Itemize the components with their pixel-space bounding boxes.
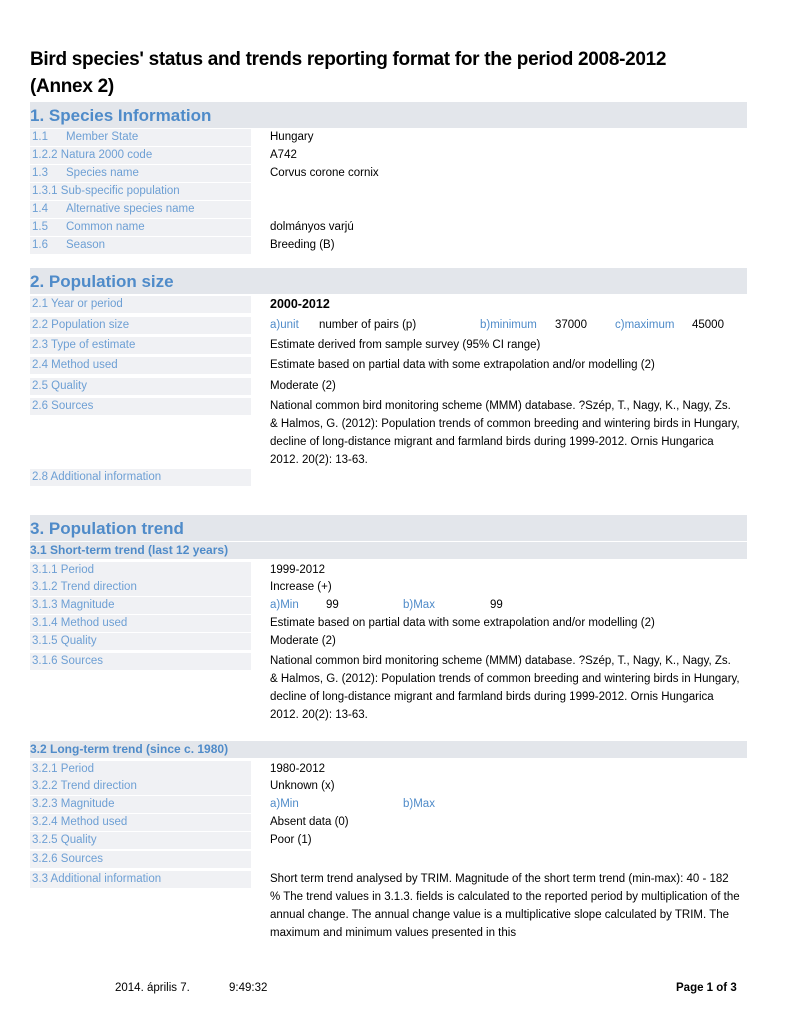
value-year-or-period: 2000-2012 bbox=[270, 297, 330, 311]
maximum-label: c)maximum bbox=[615, 319, 675, 331]
value-short-period: 1999-2012 bbox=[270, 564, 325, 576]
title-line-2: (Annex 2) bbox=[30, 76, 114, 97]
value-population-size bbox=[270, 316, 745, 334]
short-max-value: 99 bbox=[490, 599, 503, 611]
value-natura-code: A742 bbox=[270, 149, 297, 161]
long-min-label: a)Min bbox=[270, 798, 299, 810]
value-short-magnitude bbox=[270, 596, 745, 614]
value-type-of-estimate: Estimate derived from sample survey (95% CI range) bbox=[270, 339, 541, 351]
label-common-name: 1.5 Common name bbox=[30, 219, 251, 236]
section-population-size: 2. Population size bbox=[30, 268, 747, 294]
label-method-used: 2.4 Method used bbox=[30, 357, 251, 374]
label-long-magnitude: 3.2.3 Magnitude bbox=[30, 796, 251, 813]
label-alternative-species-name: 1.4 Alternative species name bbox=[30, 201, 251, 218]
footer-page-number: Page 1 of 3 bbox=[676, 982, 737, 994]
title-line-1: Bird species' status and trends reporting format for the period 2008-2012 bbox=[30, 49, 667, 70]
unit-value: number of pairs (p) bbox=[319, 319, 417, 331]
label-long-method-used: 3.2.4 Method used bbox=[30, 814, 251, 831]
label-short-magnitude: 3.1.3 Magnitude bbox=[30, 597, 251, 614]
section-species-information: 1. Species Information bbox=[30, 102, 747, 128]
value-long-trend-direction: Unknown (x) bbox=[270, 780, 335, 792]
footer-date: 2014. április 7. bbox=[115, 982, 190, 994]
label-short-period: 3.1.1 Period bbox=[30, 562, 251, 579]
label-sub-specific-population: 1.3.1 Sub-specific population bbox=[30, 183, 251, 200]
footer-time: 9:49:32 bbox=[229, 982, 268, 994]
minimum-label: b)minimum bbox=[480, 319, 537, 331]
value-short-sources: National common bird monitoring scheme (MMM) database. ?Szép, T., Nagy, K., Nagy, Zs. & Halmos, G. (2012): Population trends of common breeding and wintering birds in Hungary, decline of long-distance migrant and farmland birds during 1999-2012. Ornis Hungarica 2012. 20(2): 13-63. bbox=[270, 655, 740, 721]
unit-label: a)unit bbox=[270, 319, 299, 331]
page-title bbox=[30, 46, 760, 100]
value-common-name: dolmányos varjú bbox=[270, 221, 354, 233]
value-short-trend-direction: Increase (+) bbox=[270, 581, 332, 593]
minimum-value: 37000 bbox=[555, 319, 587, 331]
short-max-label: b)Max bbox=[403, 599, 435, 611]
value-season: Breeding (B) bbox=[270, 239, 335, 251]
label-short-sources: 3.1.6 Sources bbox=[30, 653, 251, 670]
label-long-sources: 3.2.6 Sources bbox=[30, 851, 251, 868]
label-type-of-estimate: 2.3 Type of estimate bbox=[30, 337, 251, 354]
value-quality: Moderate (2) bbox=[270, 380, 336, 392]
maximum-value: 45000 bbox=[692, 319, 724, 331]
value-long-period: 1980-2012 bbox=[270, 763, 325, 775]
value-trend-additional-information: Short term trend analysed by TRIM. Magnitude of the short term trend (min-max): 40 - 182 % The trend values in 3.1.3. fields is calculated to the reported period by multiplication of the annual change. The annual change value is a multiplicative slope calculated by TRIM. The maximum and minimum values presented in this bbox=[270, 873, 740, 939]
value-sources: National common bird monitoring scheme (MMM) database. ?Szép, T., Nagy, K., Nagy, Zs. & Halmos, G. (2012): Population trends of common breeding and wintering birds in Hungary, decline of long-distance migrant and farmland birds during 1999-2012. Ornis Hungarica 2012. 20(2): 13-63. bbox=[270, 400, 740, 466]
label-additional-information: 2.8 Additional information bbox=[30, 469, 251, 486]
label-year-or-period: 2.1 Year or period bbox=[30, 296, 251, 313]
label-sources: 2.6 Sources bbox=[30, 398, 251, 415]
short-min-value: 99 bbox=[326, 599, 339, 611]
label-long-trend-direction: 3.2.2 Trend direction bbox=[30, 778, 251, 795]
label-species-name: 1.3 Species name bbox=[30, 165, 251, 182]
label-natura-code: 1.2.2 Natura 2000 code bbox=[30, 147, 251, 164]
value-long-quality: Poor (1) bbox=[270, 834, 312, 846]
label-short-trend-direction: 3.1.2 Trend direction bbox=[30, 579, 251, 596]
value-species-name: Corvus corone cornix bbox=[270, 167, 379, 179]
label-long-quality: 3.2.5 Quality bbox=[30, 832, 251, 849]
label-long-period: 3.2.1 Period bbox=[30, 761, 251, 778]
subsection-short-term-trend: 3.1 Short-term trend (last 12 years) bbox=[30, 542, 747, 559]
label-quality: 2.5 Quality bbox=[30, 378, 251, 395]
value-long-magnitude bbox=[270, 795, 745, 813]
label-short-quality: 3.1.5 Quality bbox=[30, 633, 251, 650]
subsection-long-term-trend: 3.2 Long-term trend (since c. 1980) bbox=[30, 741, 747, 758]
short-min-label: a)Min bbox=[270, 599, 299, 611]
section-population-trend: 3. Population trend bbox=[30, 515, 747, 541]
value-short-quality: Moderate (2) bbox=[270, 635, 336, 647]
label-population-size: 2.2 Population size bbox=[30, 317, 251, 334]
label-season: 1.6 Season bbox=[30, 237, 251, 254]
label-trend-additional-information: 3.3 Additional information bbox=[30, 871, 251, 888]
label-short-method-used: 3.1.4 Method used bbox=[30, 615, 251, 632]
long-max-label: b)Max bbox=[403, 798, 435, 810]
value-long-method-used: Absent data (0) bbox=[270, 816, 349, 828]
value-member-state: Hungary bbox=[270, 131, 314, 143]
value-short-method-used: Estimate based on partial data with some extrapolation and/or modelling (2) bbox=[270, 617, 655, 629]
value-method-used: Estimate based on partial data with some extrapolation and/or modelling (2) bbox=[270, 359, 655, 371]
label-member-state: 1.1 Member State bbox=[30, 129, 251, 146]
